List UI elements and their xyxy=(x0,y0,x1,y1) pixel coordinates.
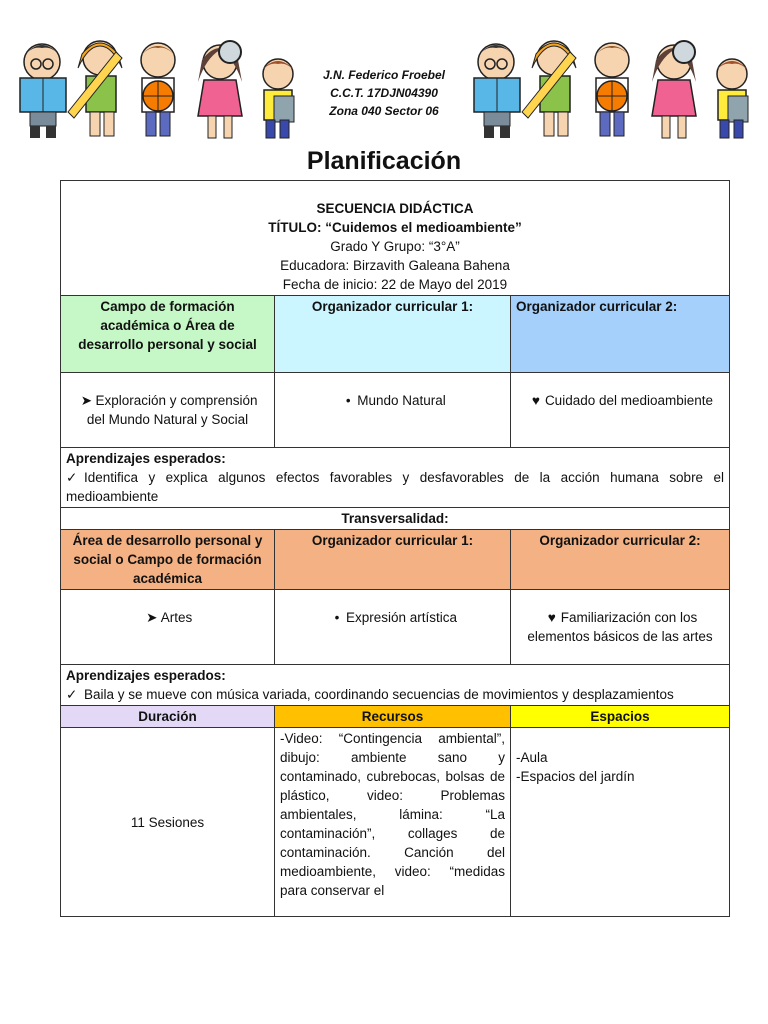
section2-expected-cell xyxy=(61,665,730,706)
section1-expected-cell xyxy=(61,448,730,508)
school-zone: Zona 040 Sector 06 xyxy=(329,104,439,118)
spaces-header: Espacios xyxy=(511,706,730,728)
organizer1-value-cell xyxy=(275,373,511,448)
logistics-values-row xyxy=(61,728,730,917)
space-garden: -Espacios del jardín xyxy=(516,769,635,784)
area-header: Área de desarrollo personal y social o Campo de formación académica xyxy=(61,530,275,590)
section1-expected-text: Identifica y explica algunos efectos favorables y desfavorables de la acción humana sobre el medioambiente xyxy=(66,470,725,504)
trans-organizer2-value-cell xyxy=(511,590,730,665)
organizer1-header: Organizador curricular 1: xyxy=(275,296,511,373)
area-value: Artes xyxy=(160,610,193,625)
educator: Educadora: Birzavith Galeana Bahena xyxy=(280,258,510,273)
section2-header-row xyxy=(61,530,730,590)
resources-text: -Video: “Contingencia ambiental”, dibujo: ambiente sano y contaminado, cubrebocas, bolsas de plástico, video: Problemas ambientales, lámina: “La contaminación”, collages de contaminación. Canción del medioambiente, video: “medidas para conservar el xyxy=(280,731,505,898)
dot-bullet-icon: • xyxy=(334,610,340,625)
transversality-label: Transversalidad: xyxy=(61,508,730,530)
resources-value xyxy=(275,728,511,917)
arrow-bullet-icon: ➤ xyxy=(146,610,158,625)
section2-expected-row xyxy=(61,665,730,706)
logistics-header-row xyxy=(61,706,730,728)
organizer2-header: Organizador curricular 2: xyxy=(511,296,730,373)
check-icon: ✓ xyxy=(66,470,78,485)
sequence-header-row xyxy=(61,181,730,296)
section2-values-row xyxy=(61,590,730,665)
planning-table xyxy=(60,180,730,917)
trans-organizer1-value: Expresión artística xyxy=(345,610,458,625)
section2-expected-label: Aprendizajes esperados: xyxy=(66,668,226,683)
field-value-cell xyxy=(61,373,275,448)
trans-organizer1-value-cell xyxy=(275,590,511,665)
children-illustration-left xyxy=(8,32,308,144)
organizer2-value-cell xyxy=(511,373,730,448)
section1-values-row xyxy=(61,373,730,448)
section1-expected-row xyxy=(61,448,730,508)
heart-bullet-icon: ♥ xyxy=(547,610,556,625)
trans-organizer2-header: Organizador curricular 2: xyxy=(511,530,730,590)
heart-bullet-icon: ♥ xyxy=(531,393,540,408)
school-name: J.N. Federico Froebel xyxy=(322,68,446,82)
check-icon: ✓ xyxy=(66,687,78,702)
start-date: Fecha de inicio: 22 de Mayo del 2019 xyxy=(282,277,508,292)
field-header: Campo de formación académica o Área de desarrollo personal y social xyxy=(61,296,275,373)
duration-header: Duración xyxy=(61,706,275,728)
field-value: Exploración y comprensión del Mundo Natural y Social xyxy=(86,393,258,427)
dot-bullet-icon: • xyxy=(345,393,351,408)
duration-value: 11 Sesiones xyxy=(61,728,275,917)
sequence-title: TÍTULO: “Cuidemos el medioambiente” xyxy=(268,220,522,235)
section2-expected-text: Baila y se mueve con música variada, coordinando secuencias de movimientos y desplazamientos xyxy=(84,687,674,702)
space-classroom: -Aula xyxy=(516,750,548,765)
section1-expected-label: Aprendizajes esperados: xyxy=(66,451,226,466)
school-cct: C.C.T. 17DJN04390 xyxy=(330,86,438,100)
trans-organizer2-value: Familiarización con los elementos básicos de las artes xyxy=(527,610,713,644)
page-title: Planificación xyxy=(306,147,462,175)
trans-organizer1-header: Organizador curricular 1: xyxy=(275,530,511,590)
organizer1-value: Mundo Natural xyxy=(357,393,446,408)
section1-header-row xyxy=(61,296,730,373)
children-illustration-right xyxy=(462,32,762,144)
organizer2-value: Cuidado del medioambiente xyxy=(544,393,714,408)
arrow-bullet-icon: ➤ xyxy=(80,393,93,408)
grade-group: Grado Y Grupo: “3°A” xyxy=(330,239,460,254)
resources-header: Recursos xyxy=(275,706,511,728)
sequence-header xyxy=(61,181,730,296)
school-info xyxy=(308,66,460,120)
sequence-heading: SECUENCIA DIDÁCTICA xyxy=(316,201,474,216)
area-value-cell xyxy=(61,590,275,665)
transversality-row xyxy=(61,508,730,530)
spaces-value xyxy=(511,728,730,917)
